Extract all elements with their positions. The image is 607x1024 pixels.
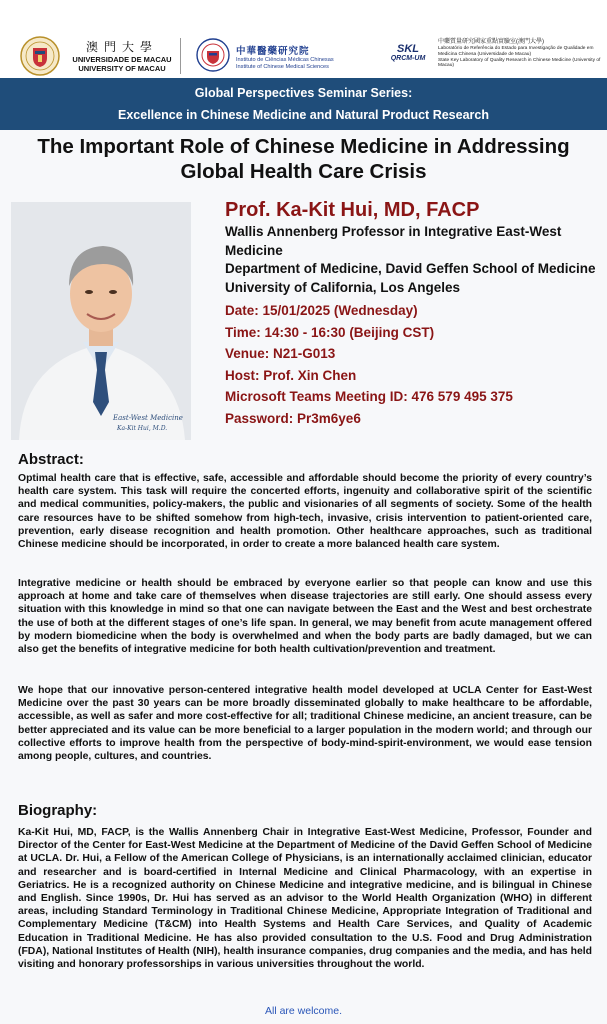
sklqr-sub: QRCM-UM	[390, 55, 426, 62]
talk-title	[0, 134, 607, 184]
sklqr-mark: SKL	[397, 43, 419, 55]
seminar-host: Host: Prof. Xin Chen	[225, 367, 357, 383]
speaker-name: Prof. Ka-Kit Hui, MD, FACP	[225, 199, 480, 221]
university-of-macau-seal-icon	[20, 36, 60, 76]
footer-welcome: All are welcome.	[264, 1005, 343, 1017]
biography-heading: Biography:	[18, 802, 98, 819]
sklqr-name-en: State Key Laboratory of Quality Research in Chinese Medicine (University of Macau)	[438, 57, 601, 69]
teams-meeting-id: Microsoft Teams Meeting ID: 476 579 495 375	[225, 389, 513, 404]
seminar-date: Date: 15/01/2025 (Wednesday)	[225, 303, 418, 318]
sklqr-name-cn: 中藥質量研究國家重點實驗室(澳門大學)	[438, 39, 544, 45]
icms-name-en: Institute of Chinese Medical Sciences	[236, 64, 329, 70]
header-logos	[0, 0, 607, 79]
um-name-en: UNIVERSITY OF MACAU	[78, 64, 166, 73]
biography-paragraph: Ka-Kit Hui, MD, FACP, is the Wallis Annenberg Chair in Integrative East-West Medicine, Professor, Founder and Director of the Center for East-West Medicine at the Department of Medicine of the David Geffen School of Medicine at UCLA. Dr. Hui, a Fellow of the American College of Physicians, is an internationally acclaimed clinician, educator and researcher and is board-certified in Internal Medicine and Clinical Pharmacology, with an expertise in Geriatrics. He is a recognized authority on Chinese Medicine and integrative medicine, and is bilingual in Chinese and English. Since 1990s, Dr. Hui has served as an advisor to the World Health Organization (WHO) in different areas, including Standard Terminology in Traditional Chinese Medicine, Appropriate Integration of Traditional and Complementary Medicine (T&CM) into Health Systems and Health Care Services, and Quality of Academic Education in Traditional Medicine. He has also provided consultation to the U.S. Food and Drug Administration (FDA), National Institutes of Health (NIH), health insurance companies, drug companies and the media, and has held visiting and honorary professorships in various universities throughout the world.	[18, 827, 592, 971]
talk-title-line1: The Important Role of Chinese Medicine in Addressing	[37, 135, 570, 158]
talk-title-line2: Global Health Care Crisis	[180, 160, 427, 183]
um-name-pt: UNIVERSIDADE DE MACAU	[72, 55, 172, 64]
icms-seal-icon	[196, 38, 230, 72]
sklqr-name-pt: Laboratório de Referência do Estado para Investigação de Qualidade em Medicina Chinesa (Universidade de Macau)	[438, 46, 594, 57]
sklqr-logo	[386, 44, 430, 63]
icms-name-cn: 中華醫藥研究院	[236, 46, 310, 57]
header-divider	[180, 38, 181, 74]
abstract-paragraph-2: Integrative medicine or health should be embraced by everyone earlier so that people can know and use this approach at home and take care of themselves when disease trajectories are still early. One should assess every situation with this knowledge in mind so that one can navigate between the East and the West and best orchestrate the use of both at the different stages of one’s life span. In general, we may benefit from acute management offered by modern biomedicine when the body is overwhelmed and when the body parts are badly damaged, but we can also get the benefits of integrative medicine for both health cultivation/prevention and treatment.	[18, 578, 592, 656]
speaker-info	[225, 197, 603, 429]
speaker-photo	[11, 202, 191, 440]
seminar-series-banner	[0, 78, 607, 130]
abstract-paragraph-3: We hope that our innovative person-centered integrative health model developed at UCLA Center for East-West Medicine over the past 30 years can be more broadly disseminated globally to make healthcare to be affordable, accessible, as well as safer and more cost-effective for all; traditional Chinese medicine, an ancient treasure, can be better appreciated and its value can be more beneficial to a larger population in the modern world; and through our collective efforts to improve health from the perspective of body-mind-spirit-environment, we would ease tension among people, cultures, and countries.	[18, 685, 592, 763]
abstract-paragraph-1: Optimal health care that is effective, safe, accessible and affordable should become the priority of every country’s health care system. This task will require the concerted efforts, ingenuity and collaborative spirit of the scientific and medical communities, policy-makers, the public and visionaries of all segments of society. Some of the health care resources have to be shifted somehow from high-tech, invasive, crisis intervention to patient-oriented care, prevention, early disease recognition and health promotion. Other healthcare approaches, such as traditional Chinese medicine should be incorporated, in order to create a more balanced health care system.	[18, 473, 592, 551]
coat-name: Ka-Kit Hui, M.D.	[117, 425, 168, 432]
series-subtitle: Excellence in Chinese Medicine and Natural Product Research	[118, 108, 489, 122]
series-name: Global Perspectives Seminar Series:	[194, 86, 413, 100]
meeting-password: Password: Pr3m6ye6	[225, 410, 361, 426]
abstract-heading: Abstract:	[18, 451, 84, 468]
icms-wordmark	[236, 43, 334, 71]
seminar-venue: Venue: N21-G013	[225, 346, 336, 361]
seminar-time: Time: 14:30 - 16:30 (Beijing CST)	[225, 324, 435, 340]
speaker-department: Department of Medicine, David Geffen School of Medicine	[225, 261, 596, 276]
speaker-university: University of California, Los Angeles	[225, 279, 461, 295]
icms-name-pt: Instituto de Ciências Médicas Chinesas	[236, 57, 334, 63]
um-name-cn: 澳門大學	[85, 40, 158, 54]
university-of-macau-wordmark	[66, 38, 178, 73]
sklqr-wordmark	[438, 38, 604, 69]
speaker-portrait-icon	[11, 202, 191, 440]
coat-embroidery: East-West Medicine	[113, 414, 183, 422]
speaker-position: Wallis Annenberg Professor in Integrative East-West Medicine	[225, 224, 562, 258]
